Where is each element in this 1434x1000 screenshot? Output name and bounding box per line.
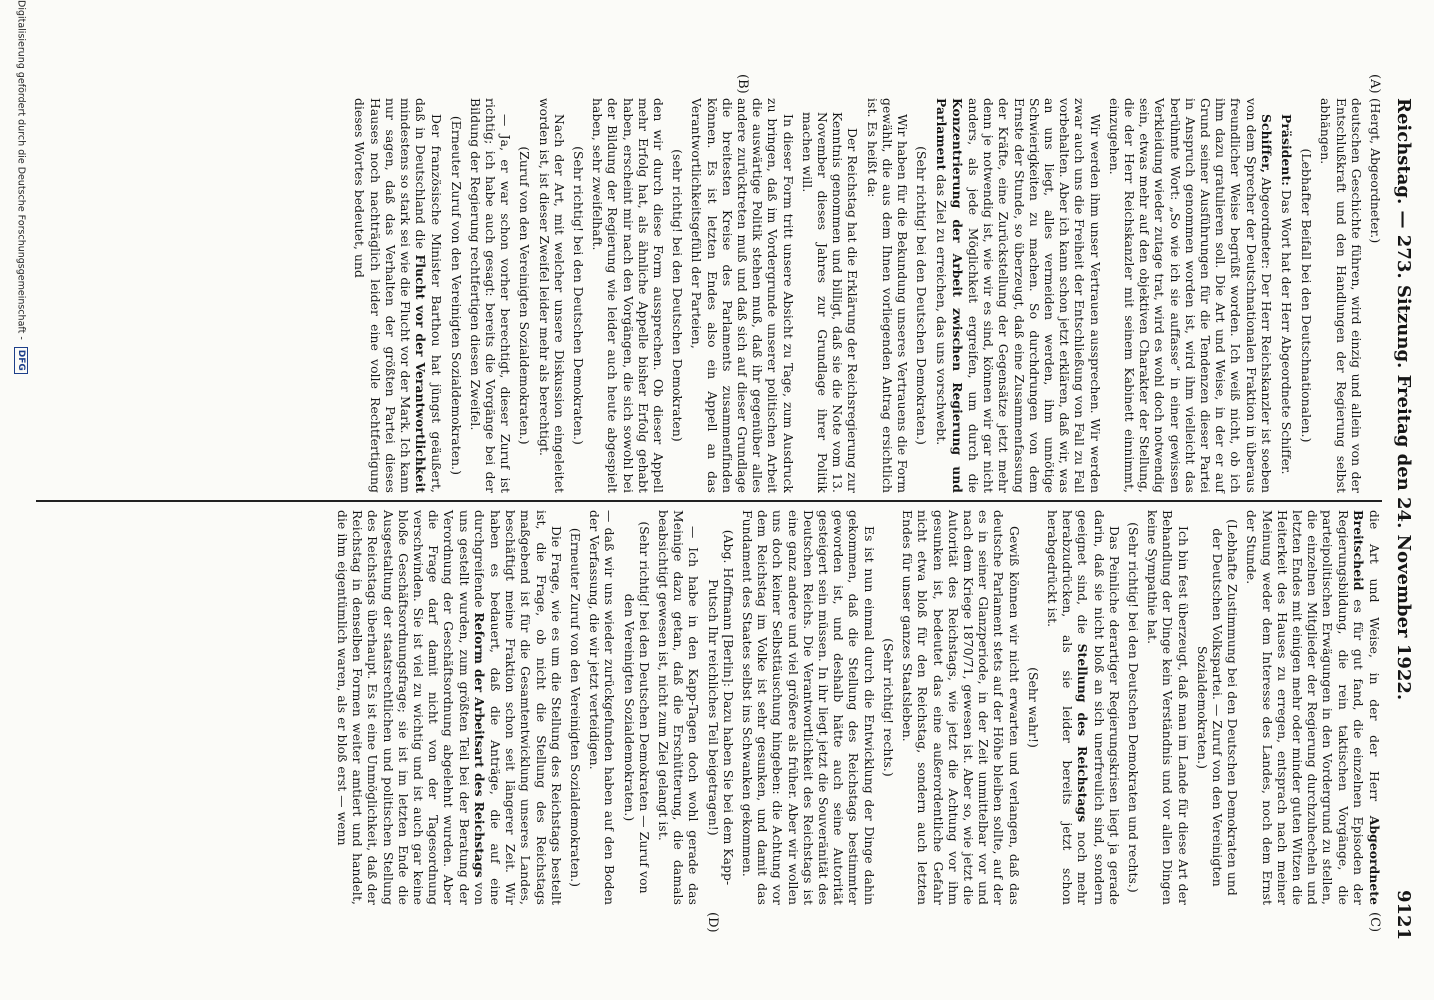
reaction: (Sehr richtig! bei den Deutschen Demokraten.)	[571, 146, 586, 445]
paragraph: Das Peinliche derartiger Regierungskrisen liegt ja gerade darin, daß sie nicht bloß an sich unerfreulich sind, sondern geeignet sind, die Stellung des Reichstags noch mehr herabzudrücken, als sie leider bereits jetzt schon herabgedrückt ist.	[1044, 510, 1121, 905]
reaction: (Erneuter Zuruf von den Vereinigten Sozialdemokraten.)	[568, 527, 583, 888]
speaker-name: Präsident:	[1278, 114, 1294, 186]
reaction: (Sehr richtig! bei den Deutschen Demokraten.)	[914, 146, 929, 445]
reaction: (Sehr wahr!)	[1025, 667, 1040, 748]
paragraph: In dieser Form tritt unsere Absicht zu Tage, zum Ausdruck zu bringen, daß im Vordergrunde unserer politischen Arbeit die auswärtige Politik stehen muß, daß ihr gegenüber alles andere zurücktreten muß und daß sich auf dieser Grundlage die breitesten Kreise des Parlaments zusammenfinden können. Es ist letzten Endes also ein Appell an das Verantwortlichkeitsgefühl der Parteien,	[689, 98, 795, 493]
emphasis: Konzentrierung der Arbeit zwischen Regierung und Parlament	[933, 98, 965, 493]
paragraph: Präsident: Das Wort hat der Herr Abgeordnete Schiffer.	[1278, 114, 1294, 475]
paragraph: Gewiß können wir nicht erwarten und verlangen, daß das deutsche Parlament stets auf der Höhe bleiben sollte, auf der es in seiner Glanzperiode, in der Zeit unmittelbar vor und nach dem Kriege 1870/71, gewesen ist. Aber so, wie jetzt die Autorität des Reichstags, wie jetzt die Achtung vor ihm gesunken ist, bedeutet das eine außerordentliche Gefahr nicht etwa bloß für den Reichstag, sondern auch letzten Endes für unser ganzes Staatsleben.	[900, 510, 1021, 905]
emphasis: Flucht vor der Verantwortlichkeit	[413, 254, 429, 493]
reaction: (Sehr richtig! bei den Deutschen Demokraten — Zuruf von den Vereinigten Sozialdemokraten.)	[621, 521, 651, 894]
emphasis: Reform der Arbeitsart des Reichstags	[471, 612, 487, 878]
reaction: (Sehr richtig! bei den Deutschen Demokraten und rechts.)	[1125, 522, 1140, 893]
paragraph: deutschen Geschichte führen, wird einzig und allein von der Entschlußkraft und den Handlungen der Regierung selbst abhängen.	[1318, 98, 1363, 493]
paragraph: — daß wir uns wieder zurückgefunden haben auf den Boden der Verfassung, die wir jetzt verteidigen.	[587, 510, 617, 905]
emphasis: Stellung des Reichstags	[1075, 643, 1091, 823]
left-column	[347, 98, 1382, 493]
margin-marker-a: (A)	[1367, 74, 1382, 94]
paragraph: Nach der Art, mit welcher unsere Diskussion eingeleitet worden ist, ist dieser Zweifel leider mehr als berechtigt.	[536, 98, 566, 493]
paragraph: Der französische Minister Barthou hat jüngst geäußert, daß in Deutschland die Flucht vor der Verantwortlichkeit mindestens so stark sei wie die Flucht vor der Mark. Ich kann nur sagen, daß das Verhalten der größten Partei dieses Hauses noch nachträglich leider eine volle Rechtfertigung dieses Wortes bedeutet, und	[352, 98, 444, 493]
dfg-logo: DFG	[14, 347, 28, 374]
reaction: (Erneuter Zuruf von den Vereinigten Sozialdemokraten.)	[448, 115, 463, 476]
credit-text: Digitalisierung gefördert durch die Deutsche Forschungsgemeinschaft -	[15, 0, 27, 340]
header-title: Reichstag. — 273. Sitzung. Freitag den 24. November 1922.	[1393, 98, 1414, 701]
paragraph: — Ja, er war schon vorher berechtigt, dieser Zuruf ist richtig; ich habe auch gesagt: bereits die Vorgänge bei der Bildung der Regierung rechtfertigen diesen Zweifel.	[467, 98, 513, 493]
margin-marker-c: (C)	[1367, 912, 1382, 933]
paragraph: Die Frage, wie es um die Stellung des Reichstags bestellt ist, die Frage, ob nicht die Stellung des Reichstags maßgebend ist für die Gesamtentwicklung unseres Landes, beschäftigt meine Fraktion schon seit längerer Zeit. Wir haben es bedauert, daß die Anträge, die auf eine durchgreifende Reform der Arbeitsart des Reichstags von uns gestellt wurden, zum größten Teil bei der Beratung der Verordnung der Geschäftsordnung abgelehnt wurden. Aber die Frage darf damit nicht von der Tagesordnung verschwinden. Sie ist viel zu wichtig und ist auch gar keine bloße Geschäftsordnungsfrage; sie ist im letzten Ende die Ausgestaltung der staatsrechtlichen und politischen Stellung des Reichstags überhaupt. Es ist eine Unmöglichkeit, daß der Reichstag in denselben Formen weiter amtiert und handelt, die ihm eigentümlich waren, als er bloß erst — wenn	[335, 510, 563, 905]
reaction: (Sehr richtig! rechts.)	[880, 638, 895, 777]
reaction: (Lebhafter Beifall bei den Deutschnationalen.)	[1299, 148, 1314, 443]
reaction: (Lebhafte Zustimmung bei den Deutschen Demokraten und der Deutschen Volkspartei. — Zuruf von den Vereinigten Sozialdemokraten.)	[1194, 519, 1240, 896]
right-column	[330, 510, 1382, 905]
speaker-name: Schiffer,	[1258, 114, 1274, 174]
paragraph: Schiffer, Abgeordneter: Der Herr Reichskanzler ist soeben von dem Sprecher der Deutschnationalen Fraktion in überaus freundlicher Weise begrüßt worden. Ich weiß nicht, ob ich ihm dazu gratulieren soll. Die Art und Weise, in der er auf Grund seiner Ausführungen für die Tendenzen dieser Partei in Anspruch genommen worden ist, wird ihm vielleicht das berühmte Wort: „So wie ich sie auffasse“ in einer gewissen Verkleidung wieder zutage trat, wird es wohl doch notwendig sein, etwas mehr auf den objektiven Charakter der Stellung, die der Herr Reichskanzler mit seinem Kabinett einnimmt, einzugehen.	[1106, 98, 1274, 493]
quote: Der Reichstag hat die Erklärung der Reichsregierung zur Kenntnis genommen und billigt, daß sie die Note vom 13. November dieses Jahres zur Grundlage ihrer Politik machen will.	[799, 112, 860, 493]
page-header	[1390, 98, 1414, 953]
reaction: (Abg. Hoffmann [Berlin]: Dazu haben Sie bei dem Kapp-Putsch Ihr reichliches Teil beigetragen!)	[705, 529, 735, 886]
paragraph: — Ich habe in den Kapp-Tagen doch wohl gerade das Meinige dazu getan, daß die Erschütterung, die damals beabsichtigt gewesen ist, nicht zum Ziel gelangt ist.	[656, 510, 701, 905]
margin-marker-b: (B)	[735, 74, 750, 94]
paragraph: den wir durch diese Form aussprechen. Ob dieser Appell mehr Erfolg hat, als ähnliche Appelle bisher Erfolg gehabt haben, erscheint mir nach den Vorgängen, die sich sowohl bei der Bildung der Regierung wie leider auch heute abgespielt haben, sehr zweifelhaft.	[590, 98, 666, 493]
reaction: (sehr richtig! bei den Deutschen Demokraten)	[670, 149, 685, 442]
digitization-credit	[6, 0, 28, 1000]
paragraph: Ich bin fest überzeugt, daß man im Lande für diese Art der Behandlung der Dinge kein Verständnis und vor allen Dingen keine Sympathie hat.	[1145, 510, 1190, 905]
column-divider	[36, 500, 1382, 502]
page-number: 9121	[1393, 890, 1414, 941]
speaker-tag: (Hergt, Abgeordneter.)	[1368, 98, 1382, 244]
paragraph: Wir haben für die Bekundung unseres Vertrauens die Form gewählt, die aus dem Ihnen vorliegenden Antrag ersichtlich ist. Es heißt da:	[864, 98, 910, 493]
margin-marker-d: (D)	[705, 912, 720, 933]
emphasis: Abgeordnete Breitscheid	[1350, 510, 1382, 905]
paragraph: Es ist nun einmal durch die Entwicklung der Dinge dahin gekommen, daß die Stellung des Reichstags bestimmter geworden ist, und deshalb hätte auch seine Autorität gesteigert sein müssen. In ihr liegt jetzt die Souveränität des Deutschen Reichs. Die Verantwortlichkeit des Reichstags ist eine ganz andere und viel größere als früher. Aber wir wollen uns doch keiner Selbsttäuschung hingeben: die Achtung vor dem Reichstag im Volke ist sehr gesunken, und damit das Fundament des Staates selbst ins Schwanken gekommen.	[740, 510, 876, 905]
reaction: (Zuruf von den Vereinigten Sozialdemokraten.)	[517, 146, 532, 445]
paragraph: die Art und Weise, in der der Herr Abgeordnete Breitscheid es für gut fand, die einzelnen Episoden der Regierungsbildung, die rein taktischen Vorgänge, die parteipolitischen Erwägungen in den Vordergrund zu stellen, die einzelnen Mitglieder der Regierung durchzuhecheln und letzten Endes mit einigen mehr oder minder guten Witzen die Heiterkeit des Hauses zu erregen, entsprach nach meiner Meinung weder dem Interesse des Landes, noch dem Ernst der Stunde.	[1244, 510, 1382, 905]
paragraph: Wir werden ihm unser Vertrauen aussprechen. Wir werden zwar auch uns die Freiheit der Entschließung von Fall zu Fall vorbehalten. Aber ich kann schon jetzt erklären, daß wir, was an uns liegt, alles vermeiden werden, ihm unnötige Schwierigkeiten zu machen. So durchdrungen von dem Ernste der Stunde, so überzeugt, daß eine Zusammenfassung der Kräfte, eine Zurückstellung der Gegensätze jetzt mehr denn je notwendig ist, wie wir es sind, können wir gar nicht anders, als jede Möglichkeit ergreifen, um durch die Konzentrierung der Arbeit zwischen Regierung und Parlament das Ziel zu erreichen, das uns vorschwebt.	[933, 98, 1102, 493]
